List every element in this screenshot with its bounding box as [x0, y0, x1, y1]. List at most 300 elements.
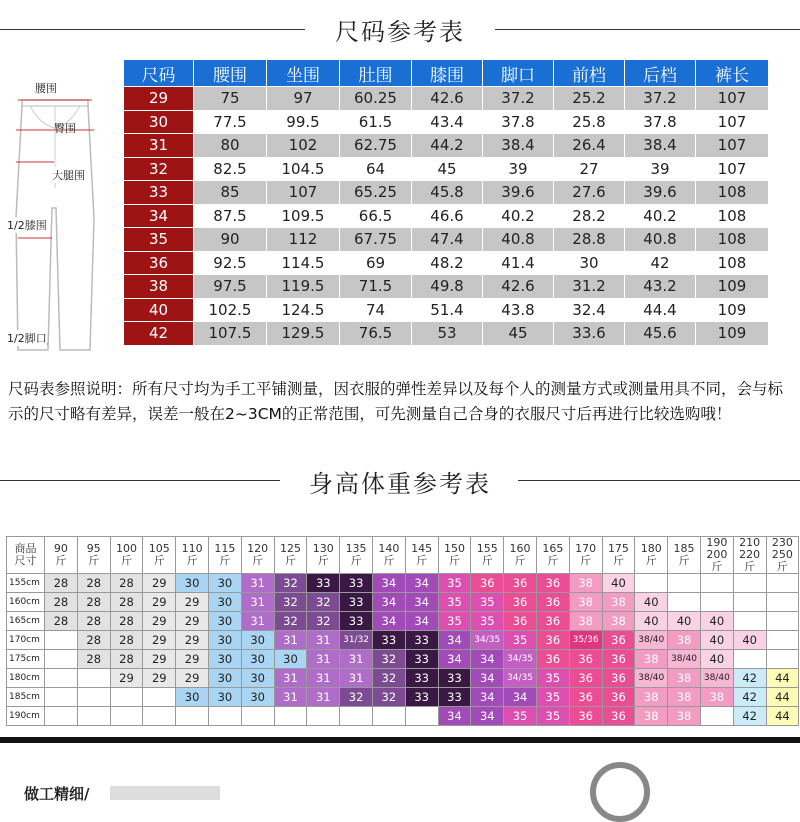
buckle-ring-image: [590, 762, 650, 822]
size-value-cell: 71.5: [340, 275, 412, 299]
size-value-cell: 53: [412, 322, 483, 346]
size-value-cell: 119.5: [267, 275, 340, 299]
hw-size-cell: 28: [110, 631, 143, 650]
size-row: [124, 204, 769, 228]
hw-height-label: 180cm: [7, 669, 45, 688]
hw-weight-header: [110, 537, 143, 574]
size-value-cell: 104.5: [267, 157, 340, 181]
size-label-cell: 35: [124, 228, 194, 252]
size-value-cell: 108: [696, 204, 769, 228]
waist-label: 腰围: [35, 82, 57, 95]
hw-height-label: 155cm: [7, 574, 45, 593]
hw-weight-text: 斤: [186, 554, 198, 567]
hw-size-cell: 30: [208, 669, 241, 688]
hw-weight-text: 130: [312, 542, 334, 555]
size-value-cell: 112: [267, 228, 340, 252]
hw-size-cell: 36: [504, 612, 537, 631]
hw-size-cell: 32: [340, 688, 373, 707]
hw-size-cell: 38: [569, 612, 602, 631]
hw-size-cell: 40: [668, 612, 701, 631]
hw-size-cell: 44: [766, 688, 799, 707]
hw-size-cell: [733, 612, 766, 631]
size-value-cell: 109.5: [267, 204, 340, 228]
hw-weight-header: [372, 537, 405, 574]
hw-size-cell: 36: [569, 688, 602, 707]
hw-size-cell: 28: [77, 650, 110, 669]
hw-weight-text: 185: [673, 542, 695, 555]
hw-weight-text: 110: [181, 542, 203, 555]
hw-size-cell: [274, 707, 307, 726]
size-value-cell: 51.4: [412, 298, 483, 322]
hw-size-cell: 40: [700, 650, 733, 669]
hw-size-cell: [307, 707, 340, 726]
hw-size-cell: 42: [733, 688, 766, 707]
hw-size-cell: 34: [405, 574, 438, 593]
hw-size-cell: 28: [110, 593, 143, 612]
hw-weight-text: 斤: [580, 554, 592, 567]
hw-size-cell: 38: [602, 612, 635, 631]
hw-size-cell: 31: [307, 650, 340, 669]
hw-weight-text: 160: [509, 542, 531, 555]
hw-size-cell: 33: [405, 650, 438, 669]
hw-weight-header: [274, 537, 307, 574]
hw-weight-header: [438, 537, 471, 574]
size-value-cell: 64: [340, 157, 412, 181]
hw-weight-header: [208, 537, 241, 574]
hw-size-cell: 31: [307, 631, 340, 650]
hw-weight-text: 90: [53, 542, 68, 555]
hw-row: [7, 574, 799, 593]
hw-size-cell: 34: [405, 612, 438, 631]
hw-size-cell: 40: [635, 593, 668, 612]
knee-label: 1/2膝围: [7, 219, 47, 232]
size-value-cell: 107: [696, 110, 769, 134]
hw-size-cell: 29: [143, 650, 176, 669]
hw-size-cell: 38: [668, 707, 701, 726]
hw-size-cell: 29: [176, 593, 209, 612]
size-value-cell: 45: [483, 322, 554, 346]
hw-size-cell: 38: [602, 593, 635, 612]
hw-size-cell: 35/36: [569, 631, 602, 650]
hw-size-cell: 38: [668, 669, 701, 688]
hw-size-cell: 38/40: [668, 650, 701, 669]
hw-size-cell: 36: [602, 669, 635, 688]
hw-weight-header: [307, 537, 340, 574]
size-value-cell: 30: [554, 251, 625, 275]
hw-size-cell: 34: [438, 650, 471, 669]
hw-size-cell: 30: [241, 688, 274, 707]
hw-weight-header: [700, 537, 733, 574]
hw-size-cell: 38: [668, 631, 701, 650]
size-value-cell: 43.2: [625, 275, 696, 299]
hw-weight-text: 210: [739, 536, 761, 549]
hw-size-cell: [110, 688, 143, 707]
hw-size-cell: 36: [602, 688, 635, 707]
hw-weight-text: 斤: [284, 554, 296, 567]
size-value-cell: 102: [267, 134, 340, 158]
size-value-cell: 97.5: [194, 275, 267, 299]
size-value-cell: 48.2: [412, 251, 483, 275]
hw-size-cell: [700, 707, 733, 726]
size-label-cell: 40: [124, 298, 194, 322]
size-label-cell: 34: [124, 204, 194, 228]
hw-size-cell: 34: [372, 574, 405, 593]
size-value-cell: 44.4: [625, 298, 696, 322]
size-value-cell: 28.8: [554, 228, 625, 252]
hw-size-cell: 34: [405, 593, 438, 612]
height-weight-table: [6, 536, 799, 726]
hw-size-cell: 30: [208, 650, 241, 669]
hw-size-cell: 34/35: [504, 669, 537, 688]
size-col-header: 裤长: [696, 60, 769, 87]
size-row: [124, 228, 769, 252]
size-value-cell: 42.6: [483, 275, 554, 299]
hw-height-label: 160cm: [7, 593, 45, 612]
hw-weight-header: [569, 537, 602, 574]
hw-weight-header: [602, 537, 635, 574]
hw-size-cell: 31: [340, 650, 373, 669]
hw-size-cell: [766, 612, 799, 631]
hw-weight-text: 斤: [88, 554, 100, 567]
hw-row: [7, 707, 799, 726]
hw-size-cell: [45, 688, 78, 707]
hw-size-cell: 30: [176, 574, 209, 593]
hw-size-cell: 31: [307, 688, 340, 707]
hw-size-cell: [733, 574, 766, 593]
size-value-cell: 85: [194, 181, 267, 205]
hw-height-label: 170cm: [7, 631, 45, 650]
size-col-header: 脚口: [483, 60, 554, 87]
hw-weight-text: 斤: [350, 554, 362, 567]
hw-size-cell: [45, 669, 78, 688]
hw-size-cell: 36: [536, 574, 569, 593]
hw-size-cell: 35: [471, 612, 504, 631]
size-value-cell: 99.5: [267, 110, 340, 134]
hw-size-cell: 34: [471, 669, 504, 688]
size-value-cell: 107: [267, 181, 340, 205]
hw-size-cell: 34: [372, 612, 405, 631]
size-value-cell: 37.2: [483, 87, 554, 111]
size-col-header: 肚围: [340, 60, 412, 87]
hw-weight-header: [733, 537, 766, 574]
hw-size-cell: [766, 593, 799, 612]
hw-size-cell: [635, 574, 668, 593]
size-value-cell: 92.5: [194, 251, 267, 275]
hw-weight-text: 斤: [481, 554, 493, 567]
size-value-cell: 43.8: [483, 298, 554, 322]
hw-size-cell: 29: [143, 669, 176, 688]
hw-size-cell: 40: [602, 574, 635, 593]
size-value-cell: 49.8: [412, 275, 483, 299]
size-value-cell: 44.2: [412, 134, 483, 158]
hw-size-cell: 31: [241, 574, 274, 593]
hw-size-cell: 40: [700, 612, 733, 631]
size-value-cell: 61.5: [340, 110, 412, 134]
hw-size-cell: 36: [471, 574, 504, 593]
hw-size-cell: 31: [241, 612, 274, 631]
hw-weight-header: [504, 537, 537, 574]
size-value-cell: 38.4: [625, 134, 696, 158]
size-row: [124, 251, 769, 275]
hw-size-cell: 29: [176, 669, 209, 688]
size-value-cell: 26.4: [554, 134, 625, 158]
hw-weight-header: [176, 537, 209, 574]
hw-size-cell: 29: [143, 574, 176, 593]
hw-size-cell: 29: [143, 631, 176, 650]
size-value-cell: 60.25: [340, 87, 412, 111]
size-value-cell: 107.5: [194, 322, 267, 346]
size-value-cell: 108: [696, 251, 769, 275]
hw-weight-text: 155: [476, 542, 498, 555]
hw-size-cell: 30: [208, 612, 241, 631]
hw-size-cell: 28: [77, 574, 110, 593]
size-value-cell: 39.6: [483, 181, 554, 205]
hw-size-cell: [340, 707, 373, 726]
size-col-header: 腰围: [194, 60, 267, 87]
hw-size-cell: 35: [438, 612, 471, 631]
hw-size-cell: [110, 707, 143, 726]
hw-size-cell: 36: [569, 707, 602, 726]
hw-size-cell: [45, 650, 78, 669]
hw-size-cell: 35: [504, 707, 537, 726]
hw-size-cell: 32: [372, 669, 405, 688]
hw-weight-header: [766, 537, 799, 574]
size-value-cell: 74: [340, 298, 412, 322]
size-value-cell: 46.6: [412, 204, 483, 228]
size-value-cell: 62.75: [340, 134, 412, 158]
size-value-cell: 33.6: [554, 322, 625, 346]
hw-size-cell: [700, 574, 733, 593]
hw-size-cell: 35: [536, 707, 569, 726]
hw-size-cell: 38/40: [700, 669, 733, 688]
size-value-cell: 82.5: [194, 157, 267, 181]
hw-row: [7, 631, 799, 650]
size-label-cell: 33: [124, 181, 194, 205]
hw-weight-text: 125: [279, 542, 301, 555]
hw-weight-text: 斤: [219, 554, 231, 567]
hw-weight-text: 140: [378, 542, 400, 555]
hw-size-cell: 34: [372, 593, 405, 612]
hw-weight-text: 斤: [547, 554, 559, 567]
size-value-cell: 65.25: [340, 181, 412, 205]
hw-weight-text: 250斤: [771, 548, 793, 573]
hw-size-cell: 31/32: [340, 631, 373, 650]
hw-size-cell: 34: [504, 688, 537, 707]
hw-size-cell: 30: [208, 688, 241, 707]
size-value-cell: 37.8: [483, 110, 554, 134]
hw-size-cell: 38: [635, 650, 668, 669]
hw-size-cell: 28: [45, 612, 78, 631]
hw-size-cell: 40: [700, 631, 733, 650]
size-value-cell: 90: [194, 228, 267, 252]
hw-weight-text: 斤: [252, 554, 264, 567]
hw-size-cell: 35: [438, 593, 471, 612]
hw-size-cell: 28: [45, 593, 78, 612]
hw-size-cell: 33: [372, 631, 405, 650]
hw-chart-title: 身高体重参考表: [309, 470, 491, 498]
size-value-cell: 39: [483, 157, 554, 181]
hw-weight-header: [471, 537, 504, 574]
hw-size-cell: 42: [733, 669, 766, 688]
hw-height-label: 185cm: [7, 688, 45, 707]
hw-weight-text: 190: [706, 536, 728, 549]
hw-size-cell: [372, 707, 405, 726]
hw-size-cell: 32: [372, 688, 405, 707]
hw-size-cell: 35: [471, 593, 504, 612]
hw-size-cell: 30: [241, 669, 274, 688]
hw-weight-text: 斤: [55, 554, 67, 567]
hw-weight-header: [340, 537, 373, 574]
hw-weight-text: 95: [86, 542, 101, 555]
hw-weight-text: 180: [640, 542, 662, 555]
size-value-cell: 80: [194, 134, 267, 158]
size-label-cell: 42: [124, 322, 194, 346]
size-row: [124, 275, 769, 299]
hw-size-cell: 36: [569, 669, 602, 688]
hw-weight-header: [45, 537, 78, 574]
hw-size-cell: 31: [340, 669, 373, 688]
hw-size-cell: 30: [208, 574, 241, 593]
hw-size-cell: [766, 650, 799, 669]
hw-size-cell: 34: [471, 707, 504, 726]
size-value-cell: 129.5: [267, 322, 340, 346]
hw-size-cell: 30: [274, 650, 307, 669]
hw-size-cell: 32: [274, 574, 307, 593]
size-value-cell: 108: [696, 228, 769, 252]
craft-label: 做工精细/: [24, 785, 90, 803]
hw-size-cell: 31: [241, 593, 274, 612]
hw-size-cell: [766, 631, 799, 650]
hw-size-cell: [733, 593, 766, 612]
hw-size-cell: [208, 707, 241, 726]
size-value-cell: 40.2: [625, 204, 696, 228]
hw-size-cell: 30: [208, 593, 241, 612]
hw-weight-header: [77, 537, 110, 574]
hw-size-cell: 34: [471, 650, 504, 669]
hw-size-cell: 29: [143, 612, 176, 631]
size-col-header: 后档: [625, 60, 696, 87]
size-label-cell: 29: [124, 87, 194, 111]
size-value-cell: 76.5: [340, 322, 412, 346]
size-value-cell: 40.2: [483, 204, 554, 228]
hw-size-cell: 36: [536, 631, 569, 650]
hw-size-cell: 29: [176, 631, 209, 650]
size-value-cell: 45: [412, 157, 483, 181]
size-value-cell: 77.5: [194, 110, 267, 134]
size-row: [124, 87, 769, 111]
size-row: [124, 110, 769, 134]
hw-size-cell: 33: [405, 631, 438, 650]
hw-size-cell: 33: [307, 574, 340, 593]
hw-size-cell: 34: [438, 631, 471, 650]
hw-size-cell: 32: [274, 593, 307, 612]
hw-weight-header: [405, 537, 438, 574]
hw-corner-text: 商品: [14, 542, 37, 555]
hw-weight-header: [143, 537, 176, 574]
hw-weight-text: 斤: [612, 554, 624, 567]
size-label-cell: 32: [124, 157, 194, 181]
hw-size-cell: 33: [340, 574, 373, 593]
hw-size-cell: 33: [405, 688, 438, 707]
hw-size-cell: 33: [438, 669, 471, 688]
size-value-cell: 109: [696, 275, 769, 299]
size-value-cell: 87.5: [194, 204, 267, 228]
hw-size-cell: 34/35: [471, 631, 504, 650]
size-col-header: 前档: [554, 60, 625, 87]
hw-weight-text: 165: [542, 542, 564, 555]
size-value-cell: 40.8: [483, 228, 554, 252]
hw-size-cell: 31: [274, 669, 307, 688]
hw-size-cell: [241, 707, 274, 726]
hw-size-cell: 35: [438, 574, 471, 593]
hw-size-cell: [668, 593, 701, 612]
hw-size-cell: 36: [602, 707, 635, 726]
size-label-cell: 38: [124, 275, 194, 299]
hw-size-cell: [45, 631, 78, 650]
size-chart-title: 尺码参考表: [335, 18, 465, 46]
bottom-divider: [0, 737, 800, 743]
hw-size-cell: 36: [602, 650, 635, 669]
hw-size-cell: 36: [504, 574, 537, 593]
hw-weight-text: 斤: [514, 554, 526, 567]
hw-size-cell: 30: [208, 631, 241, 650]
hw-size-cell: 35: [536, 688, 569, 707]
hw-size-cell: [77, 669, 110, 688]
size-value-cell: 107: [696, 157, 769, 181]
hw-row: [7, 688, 799, 707]
hw-size-cell: [733, 650, 766, 669]
size-value-cell: 108: [696, 181, 769, 205]
hw-size-cell: [143, 707, 176, 726]
size-value-cell: 31.2: [554, 275, 625, 299]
hw-size-cell: 32: [307, 593, 340, 612]
size-row: [124, 322, 769, 346]
size-value-cell: 27.6: [554, 181, 625, 205]
size-label-cell: 31: [124, 134, 194, 158]
hw-size-cell: 35: [536, 669, 569, 688]
hw-size-cell: 38: [668, 688, 701, 707]
hw-size-cell: 36: [569, 650, 602, 669]
hw-size-cell: 36: [536, 593, 569, 612]
hw-size-cell: [405, 707, 438, 726]
hw-size-cell: 42: [733, 707, 766, 726]
hw-size-cell: [700, 593, 733, 612]
hw-size-cell: 31: [274, 688, 307, 707]
hw-weight-text: 175: [607, 542, 629, 555]
size-label-cell: 30: [124, 110, 194, 134]
size-value-cell: 109: [696, 298, 769, 322]
size-value-cell: 107: [696, 134, 769, 158]
hem-label: 1/2脚口: [7, 332, 47, 345]
hw-size-cell: 29: [143, 593, 176, 612]
size-value-cell: 45.6: [625, 322, 696, 346]
hw-size-cell: 38: [569, 593, 602, 612]
size-value-cell: 27: [554, 157, 625, 181]
size-value-cell: 41.4: [483, 251, 554, 275]
hw-height-label: 190cm: [7, 707, 45, 726]
hip-label: 臀围: [54, 122, 76, 135]
hw-row: [7, 593, 799, 612]
hw-size-cell: 36: [602, 631, 635, 650]
size-value-cell: 28.2: [554, 204, 625, 228]
size-value-cell: 66.5: [340, 204, 412, 228]
hw-weight-text: 斤: [645, 554, 657, 567]
hw-corner-header: [7, 537, 45, 574]
size-col-header: 坐围: [267, 60, 340, 87]
size-value-cell: 43.4: [412, 110, 483, 134]
hw-weight-text: 斤: [416, 554, 428, 567]
hw-size-cell: 33: [340, 593, 373, 612]
